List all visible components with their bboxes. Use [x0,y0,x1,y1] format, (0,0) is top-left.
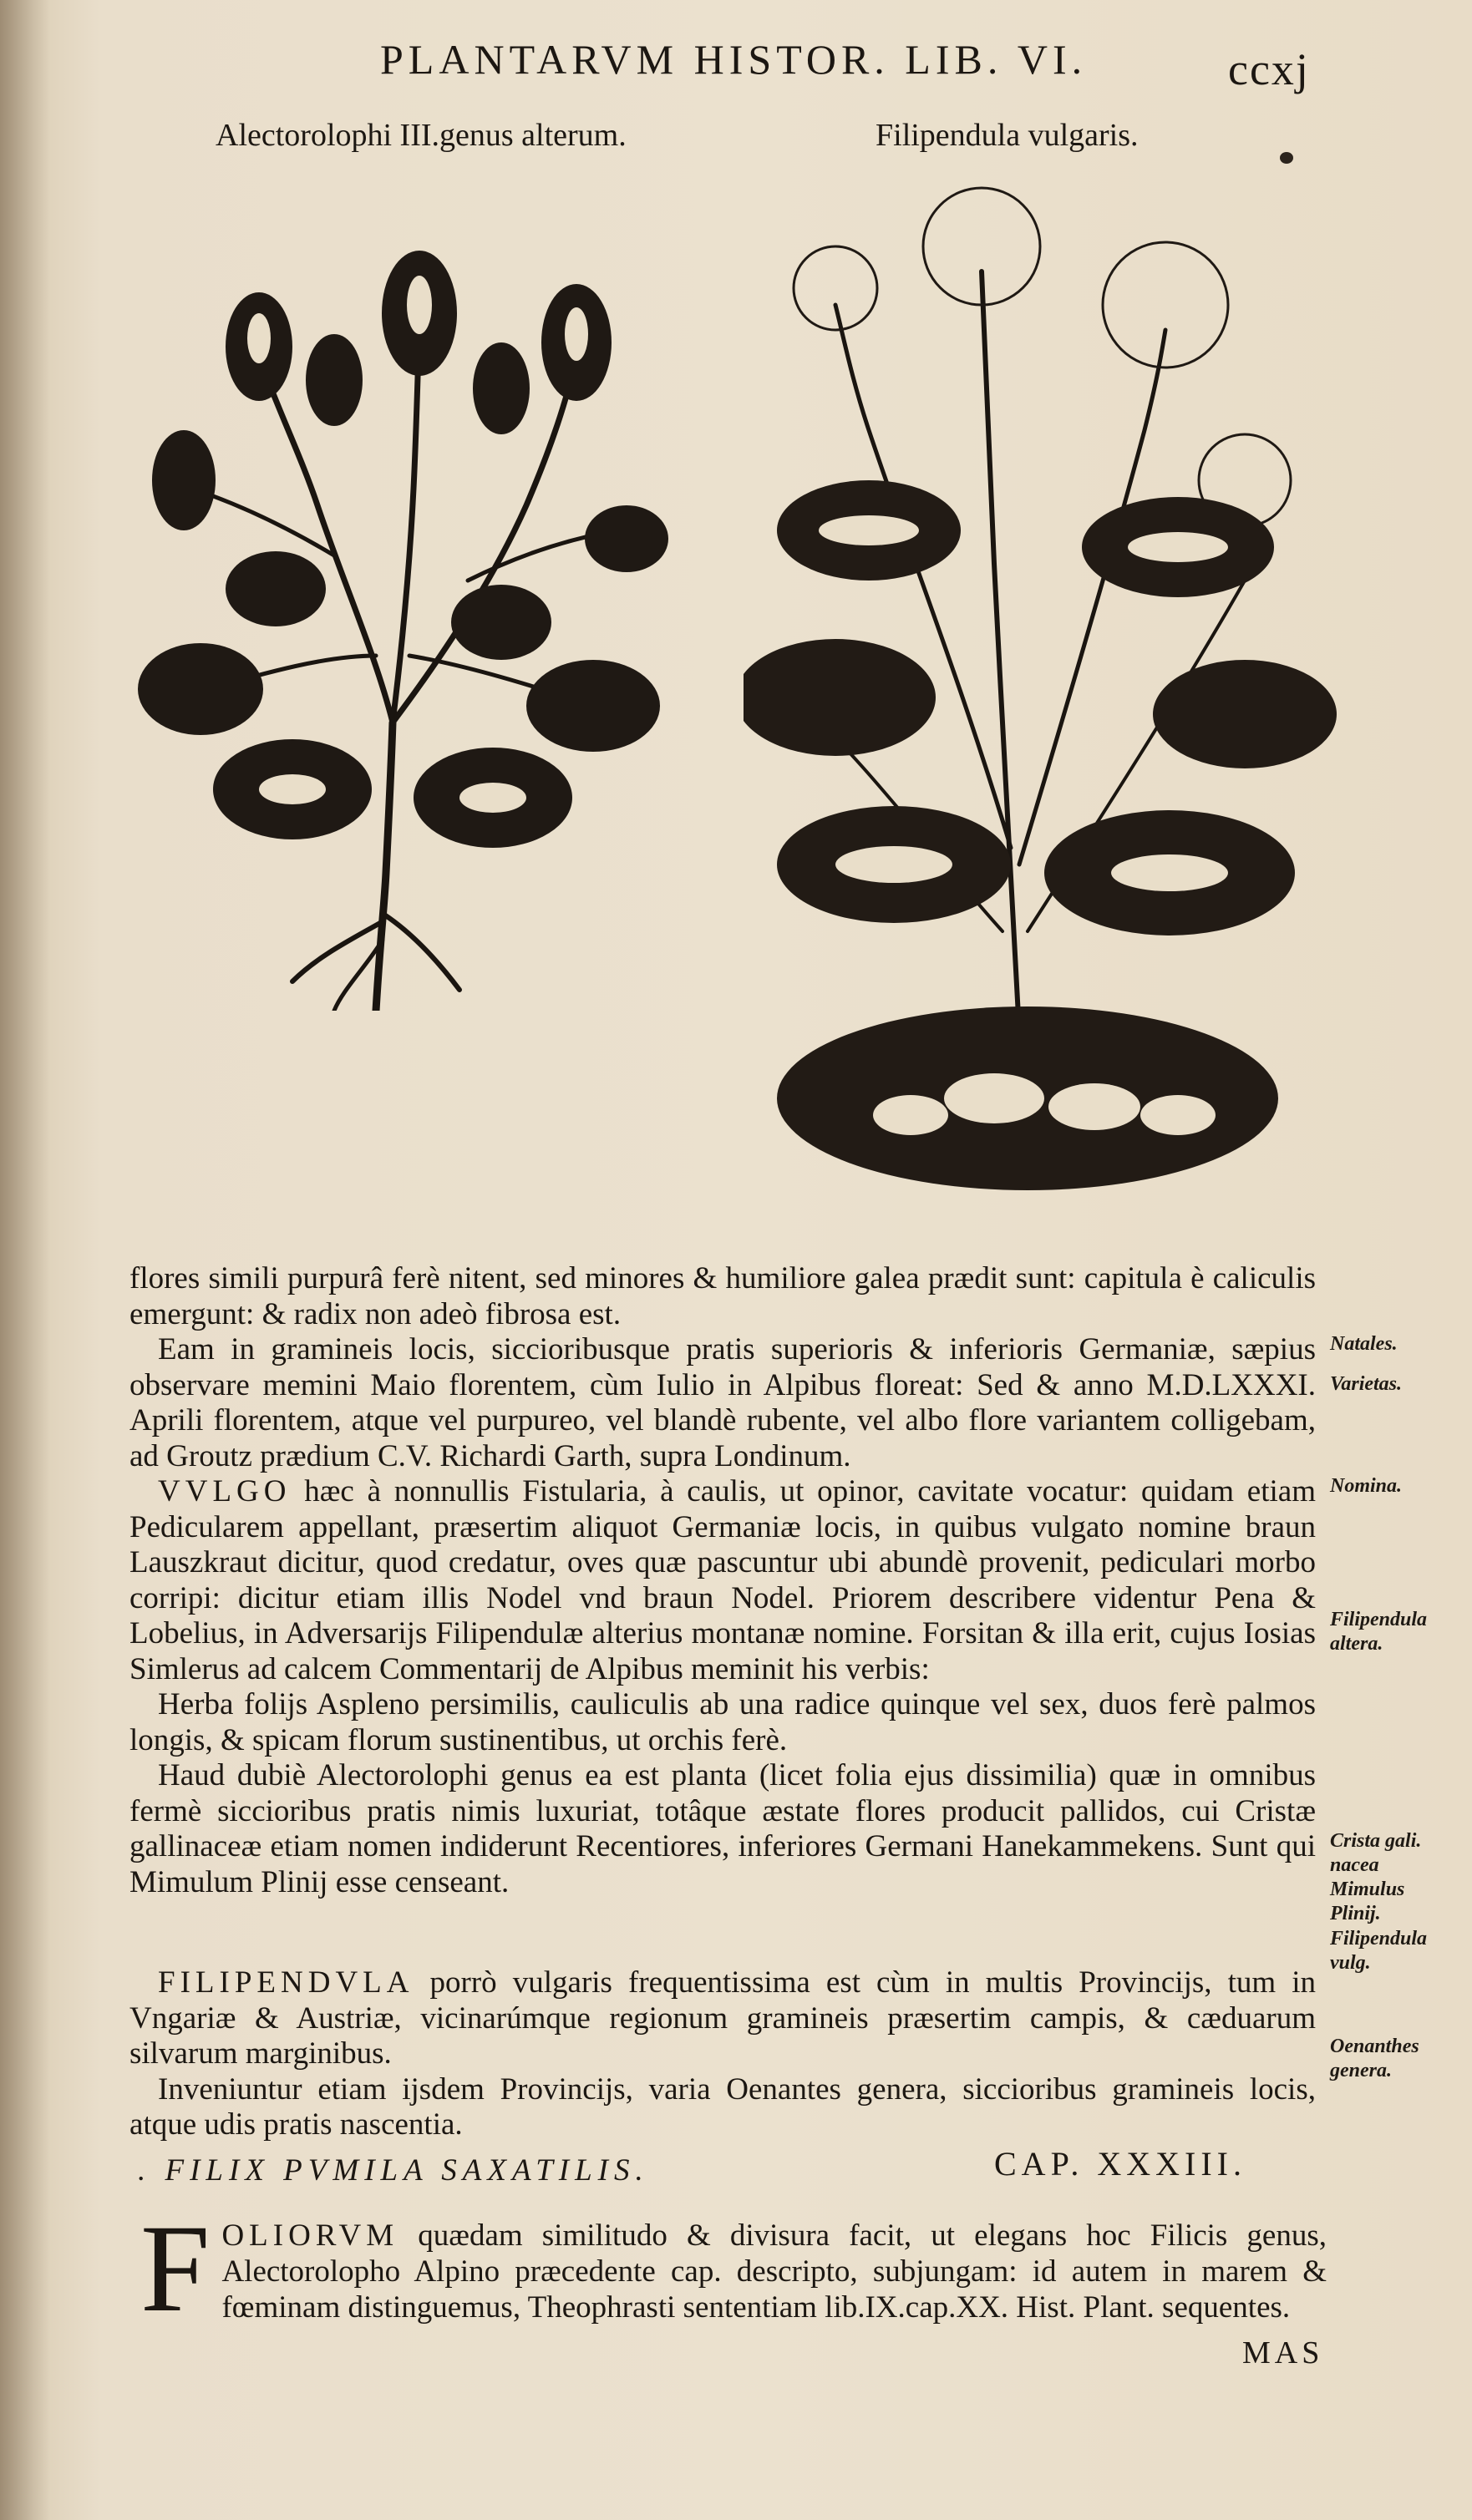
paragraph-text: Haud dubiè Alectorolophi genus ea est planta (licet folia ejus dissimilia) quæ in omnibus fermè siccioribus pratis nimis luxuriat, totâque æstate flores producit pallidos, cui Cristæ gallinaceæ etiam nomen indiderunt Recentiores, inferiores Germani Hanekammekens. Sunt qui Mimulum Plinij esse censeant. [129,1758,1316,1899]
drop-cap: F [140,2199,211,2338]
text-paragraph [129,2072,1316,2143]
margin-note: Crista gali. nacea Mimulus Plinij. [1330,1830,1422,1924]
paragraph-text: flores simili purpurâ ferè nitent, sed minores & humiliore galea prædit sunt: capitula è caliculis emergunt: & radix non adeò fibrosa est. [129,1261,1316,1331]
chapter-heading: . FILIX PVMILA SAXATILIS. [138,2153,649,2188]
woodcut-alectorolophus [125,188,685,1011]
margin-note: Oenanthes genera. [1330,2036,1419,2081]
chapter-paragraph [140,2199,1327,2338]
chapter-body: quædam similitudo & divisura facit, ut elegans hoc Filicis genus, Alectorolopho Alpino præcedente cap. descripto, subjungam: id autem in marem & fœminam distinguemus, Theophrasti sententiam lib.IX.cap.XX. Hist. Plant. sequentes. [221,2218,1327,2325]
margin-note: Nomina. [1330,1475,1403,1497]
chapter-number: CAP. XXXIII. [994,2145,1246,2183]
text-paragraph [129,1261,1316,1332]
text-paragraph [129,1474,1316,1687]
folio-number: ccxj [1228,44,1310,94]
text-paragraph [129,1332,1316,1474]
margin-note: Filipendula altera. [1330,1609,1428,1655]
running-head: PLANTARVM HISTOR. LIB. VI. [380,36,1088,83]
main-text [129,1261,1316,2143]
paragraph-lead: FILIPENDVLA [158,1965,414,2000]
figure-caption-right: Filipendula vulgaris. [876,118,1139,153]
paragraph-gap [129,1900,1316,1965]
chapter-lead: OLIORVM [221,2218,399,2253]
paragraph-text: Herba folijs Aspleno persimilis, cauliculis ab una radice quinque vel sex, duos ferè palmos longis, & spicam florum sustinentibus, ut orchis ferè. [129,1687,1316,1757]
ink-spot [1280,152,1293,164]
figure-caption-left: Alectorolophi III.genus alterum. [216,118,627,153]
paragraph-text: Eam in gramineis locis, siccioribusque pratis superioris & inferioris Germaniæ, sæpius observare memini Maio florentem, cùm Iulio in Alpibus floreat: Sed & anno M.D.LXXXI. Aprili florentem, atque vel purpureo, vel blandè rubente, vel albo flore variantem colligebam, ad Groutz prædium C.V. Richardi Garth, supra Londinum. [129,1332,1316,1473]
catchword: MAS [1242,2335,1324,2370]
margin-note: Natales. [1330,1333,1398,1355]
paragraph-text: hæc à nonnullis Fistularia, à caulis, ut opinor, cavitate vocatur: quidam etiam Pedicularem appellant, præsertim aliquot Germaniæ locis, in quibus vulgato nomine braun Lauszkraut dicitur, quod credatur, oves quæ pascuntur ubi abundè provenit, pediculari morbo corripi: dicitur etiam illis Nodel vnd braun Nodel. Priorem describere videntur Pena & Lobelius, in Adversarijs Filipendulæ alterius montanæ nomine. Forsitan & illa erit, cujus Iosias Simlerus ad calcem Commentarij de Alpibus meminit his verbis: [129,1474,1316,1686]
paragraph-text: Inveniuntur etiam ijsdem Provincijs, varia Oenantes genera, siccioribus gramineis locis, atque udis pratis nascentia. [129,2071,1316,2142]
margin-note: Filipendula vulg. [1330,1928,1428,1974]
text-paragraph [129,1687,1316,1758]
woodcut-filipendula [744,180,1337,1215]
page-gutter-shadow [0,0,50,2520]
text-paragraph [129,1965,1316,2072]
margin-note: Varietas. [1330,1373,1403,1395]
chapter-text [140,2199,1327,2338]
paragraph-text: porrò vulgaris frequentissima est cùm in multis Provincijs, tum in Vngariæ & Austriæ, vicinarúmque regionum gramineis præsertim campis, & cæduarum silvarum marginibus. [129,1965,1316,2071]
text-paragraph [129,1758,1316,1900]
paragraph-lead: VVLGO [158,1474,292,1508]
